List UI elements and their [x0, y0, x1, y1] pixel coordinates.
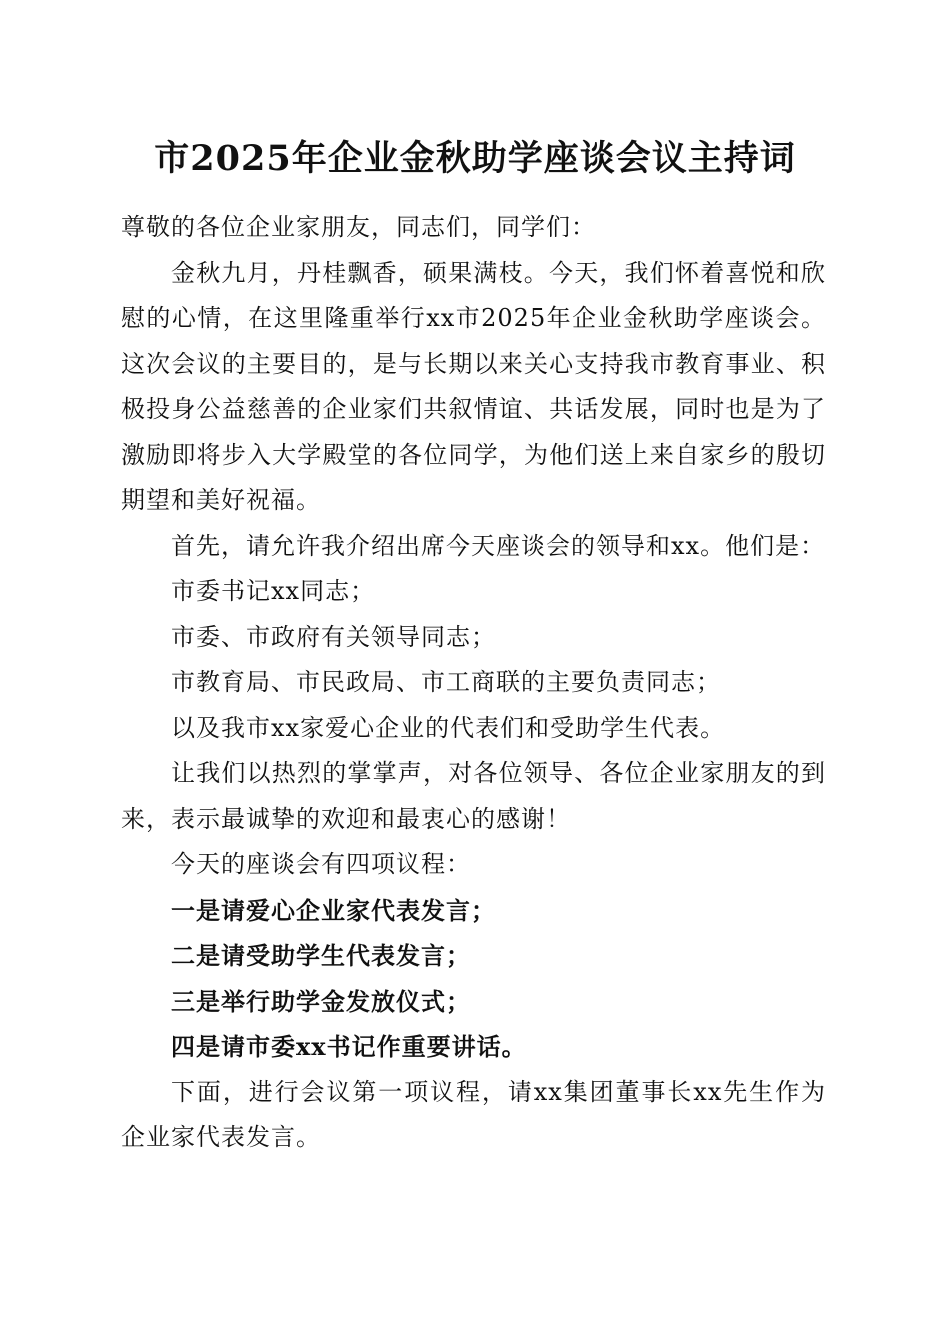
agenda-item: 二是请受助学生代表发言； [171, 941, 471, 970]
first-agenda-paragraph: 下面，进行会议第一项议程，请xx集团董事长xx先生作为企业家代表发言。 [121, 1077, 826, 1151]
agenda-item: 三是举行助学金发放仪式； [171, 986, 471, 1016]
agenda-intro-paragraph: 今天的座谈会有四项议程： [171, 850, 471, 878]
salutation-paragraph: 尊敬的各位企业家朋友，同志们，同学们： [121, 213, 596, 241]
attendee-item: 市委书记xx同志； [171, 577, 376, 605]
attendee-item: 市教育局、市民政局、市工商联的主要负责同志； [171, 668, 721, 696]
document-title: 市2025年企业金秋助学座谈会议主持词 [154, 138, 796, 179]
attendee-item: 以及我市xx家爱心企业的代表们和受助学生代表。 [171, 713, 726, 742]
welcome-paragraph: 让我们以热烈的掌掌声，对各位领导、各位企业家朋友的到来，表示最诚挚的欢迎和最衷心的感谢！ [121, 759, 826, 833]
document-body [121, 205, 826, 1161]
agenda-item: 一是请爱心企业家代表发言； [171, 895, 496, 925]
introduction-paragraph: 首先，请允许我介绍出席今天座谈会的领导和xx。他们是： [171, 531, 826, 560]
attendee-item: 市委、市政府有关领导同志； [171, 622, 496, 651]
agenda-item: 四是请市委xx书记作重要讲话。 [171, 1032, 527, 1061]
opening-paragraph: 金秋九月，丹桂飘香，硕果满枝。今天，我们怀着喜悦和欣慰的心情，在这里隆重举行xx市2025年企业金秋助学座谈会。这次会议的主要目的，是与长期以来关心支持我市教育事业、积极投身公益慈善的企业家们共叙情谊、共话发展，同时也是为了激励即将步入大学殿堂的各位同学，为他们送上来自家乡的殷切期望和美好祝福。 [121, 258, 826, 514]
